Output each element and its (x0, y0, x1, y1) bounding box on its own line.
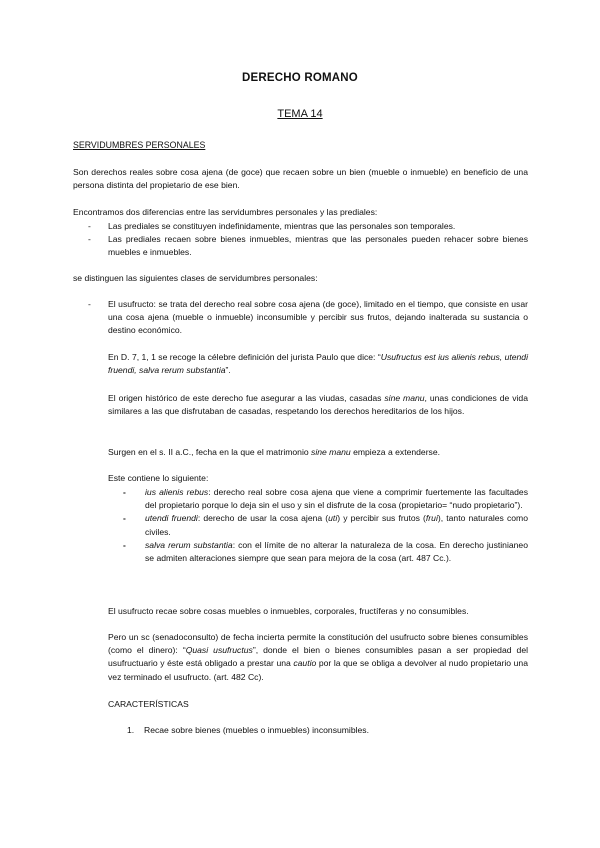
latin-term: sine manu (311, 447, 351, 457)
list-bullet: - (123, 487, 126, 497)
contents-list (123, 486, 528, 565)
latin-quote: Quasi usufructus (185, 645, 253, 656)
item-text: Recae sobre bienes (muebles o inmuebles) inconsumibles. (144, 725, 369, 735)
arise-paragraph (108, 446, 528, 459)
document-title: DERECHO ROMANO (242, 72, 358, 84)
text-run: , unas condiciones de vida similares a las que disfrutaban de casadas, respetando los derechos hereditarios de los hijos. (108, 393, 528, 417)
list-item (88, 298, 528, 338)
text-run: empieza a extenderse. (350, 447, 441, 457)
caracteristicas-item (127, 724, 527, 737)
text-run: ), tanto naturales como civiles. (145, 513, 528, 537)
contains-lead: Este contiene lo siguiente: (108, 473, 209, 483)
list-item: - Las prediales recaen sobre bienes inmuebles, mientras que las personales pueden rehacer sobre bienes muebles e inmuebles. (88, 234, 528, 258)
list-item (123, 486, 528, 512)
latin-term: sine manu (384, 393, 425, 403)
list-bullet: - (123, 513, 126, 524)
text-run: Pero un sc (senadoconsulto) de fecha incierta permite la constitución del usufructo sobre bienes consumibles (como el dinero): “ (108, 632, 528, 656)
list-bullet: - (123, 539, 126, 550)
paulo-paragraph (108, 351, 528, 377)
latin-term: ius alienis rebus (145, 487, 209, 497)
latin-term: frui (425, 513, 438, 524)
list-item: - Las prediales se constituyen indefinidamente, mientras que las personales son temporales. (88, 221, 456, 231)
list-item (123, 539, 528, 565)
text-run: ) y percibir sus frutos ( (337, 513, 426, 524)
latin-term: utendi fruendi (145, 513, 198, 524)
list-item-text: Las prediales recaen sobre bienes inmuebles, mientras que las personales pueden rehacer sobre bienes muebles e inmuebles. (108, 234, 528, 258)
text-run: En D. 7, 1, 1 se recoge la célebre definición del jurista Paulo que dice: “ (108, 352, 381, 362)
intro-paragraph: Son derechos reales sobre cosa ajena (de goce) que recaen sobre un bien (mueble o inmueble) en beneficio de una persona distinta del propietario de ese bien. (73, 167, 528, 191)
text-run: Surgen en el s. II a.C., fecha en la que el matrimonio (108, 447, 312, 457)
origin-paragraph (108, 392, 528, 418)
latin-term: salva rerum substantia (145, 539, 233, 550)
latin-term: cautio (293, 658, 317, 669)
usufructo-item (88, 298, 528, 338)
text-run: El origen histórico de este derecho fue asegurar a las viudas, casadas (108, 393, 385, 403)
text-run: : derecho real sobre cosa ajena que viene a comprimir fuertemente las facultades del propietario porque lo deja sin el uso y sin el disfrute de la cosa (propietario= “nudo propietario”). (145, 487, 529, 511)
text-run: por la que se obliga a devolver al nudo propietario una vez terminado el usufructo. (art. 482 Cc). (108, 658, 528, 682)
differences-list (88, 220, 528, 260)
document-subtitle: TEMA 14 (277, 108, 323, 120)
latin-quote: Usufructus est ius alienis rebus, utendi fruendi, salva rerum substantia (108, 352, 529, 376)
caracteristicas-heading: CARACTERÍSTICAS (108, 699, 189, 709)
latin-term: uti (328, 513, 338, 524)
text-run: ”. (225, 365, 231, 376)
list-bullet: - (88, 299, 91, 309)
text-run: ”, donde el bien o bienes consumibles pasan a ser propiedad del usufructuario y éste está obligado a prestar una (108, 645, 529, 669)
applies-paragraph: El usufructo recae sobre cosas muebles o inmuebles, corporales, fructíferas y no consumibles. (108, 606, 469, 616)
usufructo-definition: El usufructo: se trata del derecho real sobre cosa ajena (de goce), limitado en el tiempo, que consiste en usar una cosa ajena (mueble o inmueble) inconsumible y percibir sus frutos, dejando inalterada su sustancia o destino económico. (108, 299, 528, 336)
list-item (123, 512, 528, 538)
sc-paragraph (108, 631, 528, 684)
text-run: : derecho de usar la cosa ajena ( (197, 513, 329, 524)
item-number: 1. (127, 725, 135, 735)
classes-lead: se distinguen las siguientes clases de servidumbres personales: (73, 273, 318, 283)
differences-lead: Encontramos dos diferencias entre las servidumbres personales y las prediales: (73, 207, 378, 217)
list-item-text: Las prediales se constituyen indefinidamente, mientras que las personales son temporales. (108, 221, 456, 231)
section-heading: SERVIDUMBRES PERSONALES (73, 140, 206, 150)
text-run: : con el límite de no alterar la naturaleza de la cosa. En derecho justinianeo se admiten alteraciones siempre que sean para mejora de la cosa (art. 487 Cc.). (145, 539, 528, 564)
